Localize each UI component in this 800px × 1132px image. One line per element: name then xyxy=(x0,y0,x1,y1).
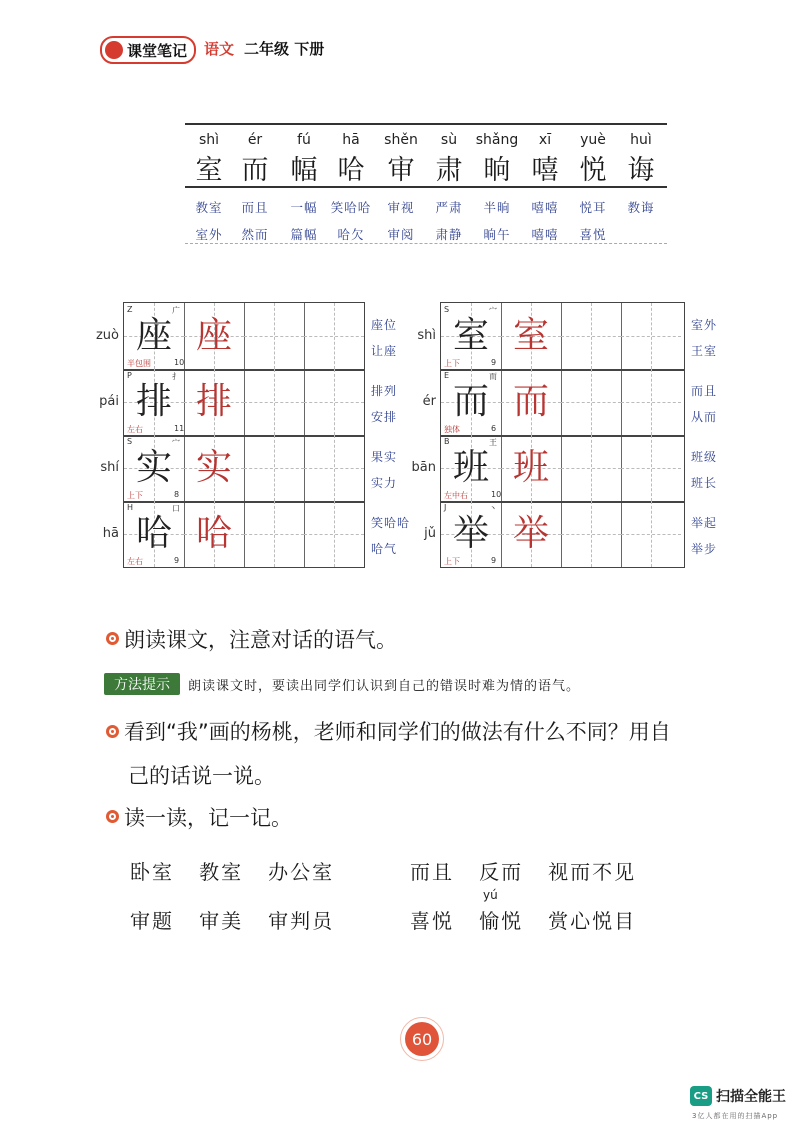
method-tip-text: 朗读课文时，要读出同学们认识到自己的错误时难为情的语气。 xyxy=(188,679,581,694)
vocab-word: 然而 xyxy=(241,227,269,242)
trace-char: 班 xyxy=(512,447,549,488)
example-word: 而且 xyxy=(691,384,718,398)
trace-char: 实 xyxy=(195,447,232,488)
vocab-char: 晌 xyxy=(483,155,511,186)
example-word: 让座 xyxy=(371,344,398,358)
example-word: 笑哈哈 xyxy=(371,516,411,530)
grid-guide xyxy=(334,369,335,435)
grid-guide xyxy=(334,435,335,501)
grid-guide xyxy=(274,501,275,567)
word-group xyxy=(410,856,636,885)
index-letter: E xyxy=(444,371,450,380)
vocab-word: 喜悦 xyxy=(579,227,607,242)
index-letter: J xyxy=(444,503,447,512)
scanner-logo-icon: CS xyxy=(690,1086,712,1106)
index-letter: B xyxy=(444,437,450,446)
trace-char: 排 xyxy=(195,381,232,422)
radical: 而 xyxy=(489,372,497,381)
vocab-top-rule xyxy=(185,123,667,125)
grid-guide xyxy=(651,369,652,435)
example-word: 实力 xyxy=(371,476,398,490)
stroke-count: 9 xyxy=(174,556,180,565)
word: 视而不见 xyxy=(548,860,637,884)
structure: 左右 xyxy=(127,557,143,566)
exercise-3: 读一读，记一记。 xyxy=(124,806,292,830)
index-letter: S xyxy=(444,305,450,314)
trace-char: 哈 xyxy=(195,513,232,554)
vocab-word: 半晌 xyxy=(483,200,511,215)
grid-guide xyxy=(651,435,652,501)
model-char: 室 xyxy=(452,315,489,356)
stroke-count: 9 xyxy=(491,556,497,565)
pinyin: hā xyxy=(342,132,360,148)
stroke-count: 9 xyxy=(491,358,497,367)
word: 喜悦 xyxy=(410,909,454,933)
model-char: 班 xyxy=(452,447,489,488)
exercise-1: 朗读课文，注意对话的语气。 xyxy=(124,628,397,652)
pinyin: shěn xyxy=(384,132,418,148)
model-char: 座 xyxy=(135,315,172,356)
badge-label: 课堂笔记 xyxy=(127,41,188,60)
char-pinyin: shì xyxy=(417,328,436,343)
word: 反而 xyxy=(479,860,524,884)
vocab-char: 诲 xyxy=(627,155,655,186)
vocab-char: 室 xyxy=(195,155,223,186)
vocab-word: 嘻嘻 xyxy=(531,200,559,215)
pinyin: sù xyxy=(440,132,458,148)
word: 赏心悦目 xyxy=(548,909,637,933)
writing-grid-right xyxy=(440,302,685,568)
model-char: 而 xyxy=(452,381,489,422)
word: 审题 xyxy=(130,909,174,933)
word: 审美 xyxy=(199,909,244,933)
grid-guide xyxy=(274,303,275,369)
grid-guide xyxy=(651,303,652,369)
grid-row-line xyxy=(124,501,364,503)
example-word: 举起 xyxy=(691,516,718,530)
grid-row-line xyxy=(124,369,364,371)
grid-guide xyxy=(274,435,275,501)
pinyin: ér xyxy=(247,132,263,148)
vocab-char: 而 xyxy=(241,155,269,186)
grid-row-line xyxy=(441,369,684,371)
bullet-icon xyxy=(106,725,119,738)
grid-guide xyxy=(274,369,275,435)
model-char: 实 xyxy=(135,447,172,488)
example-word: 室外 xyxy=(691,318,718,332)
scanner-tagline: 3亿人都在用的扫描App xyxy=(692,1112,779,1120)
vocab-bottom-rule xyxy=(185,243,667,244)
grid-guide xyxy=(591,369,592,435)
grid-guide xyxy=(651,501,652,567)
example-word: 果实 xyxy=(371,450,398,464)
model-char: 哈 xyxy=(135,513,172,554)
char-pinyin: bān xyxy=(411,460,436,475)
ruby-pinyin: yú xyxy=(483,888,498,902)
word: 愉悦 xyxy=(479,909,524,933)
grade-label: 二年级 xyxy=(244,40,290,58)
stroke-count: 11 xyxy=(174,424,185,433)
index-letter: H xyxy=(127,503,134,512)
trace-char: 举 xyxy=(512,513,549,554)
char-pinyin: jǔ xyxy=(424,526,436,541)
radical: 王 xyxy=(489,438,497,447)
notes-badge xyxy=(100,36,196,64)
exercise-2-line-2: 己的话说一说。 xyxy=(128,764,275,788)
vocab-word: 审阅 xyxy=(387,227,415,242)
structure: 上下 xyxy=(444,557,460,566)
stroke-count: 8 xyxy=(174,490,180,499)
structure: 左右 xyxy=(127,425,143,434)
pinyin: fú xyxy=(297,132,311,148)
char-pinyin: hā xyxy=(102,526,119,541)
vocab-word: 室外 xyxy=(195,227,223,242)
pinyin: yuè xyxy=(580,132,606,148)
book-info xyxy=(204,38,324,59)
model-char: 排 xyxy=(135,381,172,422)
pinyin: shì xyxy=(198,132,220,148)
char-pinyin: zuò xyxy=(95,328,119,343)
grid-guide xyxy=(334,303,335,369)
vocab-word: 肃静 xyxy=(435,227,463,242)
stroke-count: 6 xyxy=(491,424,497,433)
vocab-word: 而且 xyxy=(241,200,269,215)
trace-char: 而 xyxy=(512,381,549,422)
bullet-icon xyxy=(106,810,119,823)
radical: 扌 xyxy=(172,372,180,381)
word: 而且 xyxy=(410,860,454,884)
grid-row-line xyxy=(124,435,364,437)
vocab-word: 严肃 xyxy=(435,200,463,215)
example-word: 班长 xyxy=(691,476,718,490)
bullet-icon xyxy=(106,632,119,645)
vocab-char: 哈 xyxy=(337,155,365,186)
structure: 上下 xyxy=(127,491,143,500)
example-word: 哈气 xyxy=(371,542,398,556)
page-number: 60 xyxy=(405,1022,439,1056)
grid-row-line xyxy=(441,501,684,503)
word-group xyxy=(130,856,334,885)
structure: 左中右 xyxy=(444,491,468,500)
example-word: 座位 xyxy=(371,318,398,332)
char-pinyin: shí xyxy=(100,460,119,475)
writing-grid-left xyxy=(123,302,365,568)
word: 办公室 xyxy=(268,860,335,884)
subject-label: 语文 xyxy=(204,40,235,58)
vocab-word: 悦耳 xyxy=(579,200,607,215)
structure: 半包围 xyxy=(127,359,151,368)
grid-guide xyxy=(591,501,592,567)
word-group xyxy=(410,905,636,934)
index-letter: Z xyxy=(127,305,133,314)
char-pinyin: ér xyxy=(422,394,436,409)
word: 教室 xyxy=(199,860,244,884)
trace-char: 座 xyxy=(195,315,232,356)
index-letter: P xyxy=(127,371,132,380)
structure: 独体 xyxy=(444,425,460,434)
example-word: 举步 xyxy=(691,542,718,556)
scanner-app-name: 扫描全能王 xyxy=(716,1089,786,1105)
pinyin: huì xyxy=(630,132,652,148)
radical: 宀 xyxy=(172,438,180,447)
stroke-count: 10 xyxy=(491,490,502,499)
pinyin: shǎng xyxy=(475,132,519,148)
vocab-word: 审视 xyxy=(387,200,415,215)
vocab-word: 一幅 xyxy=(290,200,318,215)
grid-row-line xyxy=(441,435,684,437)
example-word: 王室 xyxy=(691,344,718,358)
stroke-count: 10 xyxy=(174,358,185,367)
word: 审判员 xyxy=(268,909,335,933)
vocab-word: 嘻嘻 xyxy=(531,227,559,242)
example-word: 从而 xyxy=(691,410,718,424)
trace-char: 室 xyxy=(512,315,549,356)
radical: 口 xyxy=(172,504,180,513)
index-letter: S xyxy=(127,437,133,446)
vocab-char: 肃 xyxy=(435,155,463,186)
grid-guide xyxy=(591,435,592,501)
word-group xyxy=(130,905,334,934)
example-word: 班级 xyxy=(691,450,718,464)
vocab-char: 嘻 xyxy=(531,155,559,186)
model-char: 举 xyxy=(452,513,489,554)
vocab-char: 悦 xyxy=(579,155,607,186)
radical: 宀 xyxy=(489,306,497,315)
grid-guide xyxy=(334,501,335,567)
vocab-word: 晌午 xyxy=(483,227,511,242)
exercise-2-line-1: 看到“我”画的杨桃，老师和同学们的做法有什么不同？用自 xyxy=(124,720,671,744)
badge-dot-icon xyxy=(105,41,123,59)
vocab-char: 审 xyxy=(387,155,415,186)
example-word: 排列 xyxy=(371,384,398,398)
vocab-char: 幅 xyxy=(290,155,318,186)
method-tip-badge: 方法提示 xyxy=(104,673,180,695)
vocab-mid-rule xyxy=(185,186,667,188)
vocab-word: 篇幅 xyxy=(290,227,318,242)
radical: 广 xyxy=(172,306,180,315)
vocab-word: 教室 xyxy=(195,200,223,215)
vocab-word: 教诲 xyxy=(627,200,655,215)
word: 卧室 xyxy=(130,860,174,884)
pinyin: xī xyxy=(538,132,552,148)
volume-label: 下册 xyxy=(294,40,325,58)
radical: 丶 xyxy=(489,504,497,513)
vocab-word: 笑哈哈 xyxy=(330,200,372,215)
vocab-word: 哈欠 xyxy=(337,227,365,242)
char-pinyin: pái xyxy=(99,394,119,409)
example-word: 安排 xyxy=(371,410,398,424)
structure: 上下 xyxy=(444,359,460,368)
grid-guide xyxy=(591,303,592,369)
